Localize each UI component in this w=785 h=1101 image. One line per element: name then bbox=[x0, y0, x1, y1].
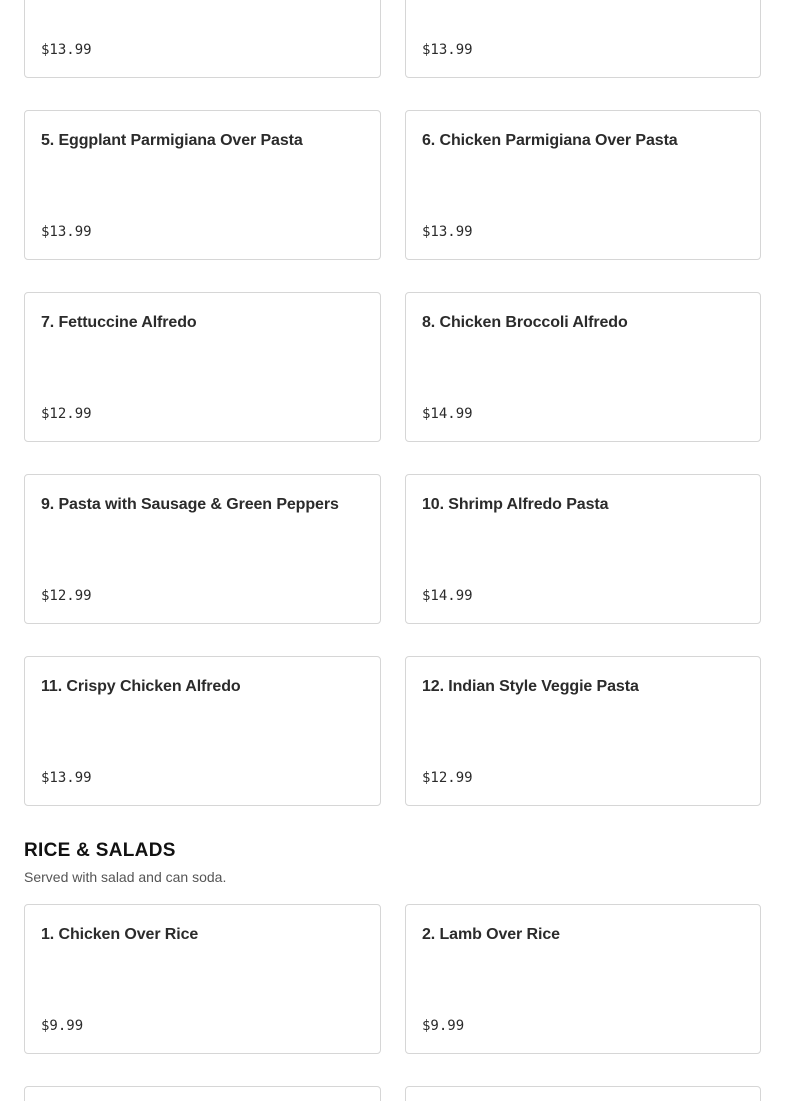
menu-item-price: $9.99 bbox=[41, 1018, 84, 1034]
menu-item-name: 12. Indian Style Veggie Pasta bbox=[422, 678, 639, 695]
section-title: RICE & SALADS bbox=[24, 840, 176, 861]
menu-item-price: $9.99 bbox=[422, 1018, 465, 1034]
menu-item-name: 8. Chicken Broccoli Alfredo bbox=[422, 314, 628, 331]
menu-item-price: $12.99 bbox=[41, 588, 92, 604]
menu-item-card[interactable] bbox=[24, 110, 381, 260]
menu-item-price: $13.99 bbox=[422, 42, 473, 58]
menu-item-price: $12.99 bbox=[41, 406, 92, 422]
menu-item-card[interactable] bbox=[24, 656, 381, 806]
menu-item-card[interactable] bbox=[24, 474, 381, 624]
menu-item-card[interactable] bbox=[405, 292, 761, 442]
menu-item-card[interactable] bbox=[405, 474, 761, 624]
menu-item-name: 5. Eggplant Parmigiana Over Pasta bbox=[41, 132, 303, 149]
pasta-items-grid bbox=[24, 0, 761, 806]
menu-item-card[interactable] bbox=[405, 656, 761, 806]
menu-item-price: $13.99 bbox=[41, 224, 92, 240]
section-description: Served with salad and can soda. bbox=[24, 869, 227, 885]
menu-item-card[interactable] bbox=[405, 110, 761, 260]
menu-item-name: 9. Pasta with Sausage & Green Peppers bbox=[41, 496, 339, 513]
menu-item-card[interactable] bbox=[24, 1086, 381, 1101]
menu-item-name: 10. Shrimp Alfredo Pasta bbox=[422, 496, 609, 513]
menu-content bbox=[24, 0, 761, 1101]
menu-item-name: 6. Chicken Parmigiana Over Pasta bbox=[422, 132, 678, 149]
menu-item-card[interactable] bbox=[24, 904, 381, 1054]
menu-item-name: 7. Fettuccine Alfredo bbox=[41, 314, 197, 331]
menu-item-price: $13.99 bbox=[41, 42, 92, 58]
menu-item-price: $14.99 bbox=[422, 406, 473, 422]
menu-item-card[interactable] bbox=[405, 1086, 761, 1101]
menu-item-card[interactable] bbox=[405, 0, 761, 78]
menu-item-name: 1. Chicken Over Rice bbox=[41, 926, 199, 943]
menu-item-name: 2. Lamb Over Rice bbox=[422, 926, 560, 943]
menu-item-price: $13.99 bbox=[41, 770, 92, 786]
menu-item-name: 11. Crispy Chicken Alfredo bbox=[41, 678, 241, 695]
menu-item-price: $13.99 bbox=[422, 224, 473, 240]
menu-item-card[interactable] bbox=[405, 904, 761, 1054]
menu-item-price: $14.99 bbox=[422, 588, 473, 604]
menu-item-card[interactable] bbox=[24, 292, 381, 442]
menu-item-card[interactable] bbox=[24, 0, 381, 78]
rice-salads-items-grid bbox=[24, 904, 761, 1101]
menu-item-price: $12.99 bbox=[422, 770, 473, 786]
rice-salads-section bbox=[24, 838, 761, 1101]
